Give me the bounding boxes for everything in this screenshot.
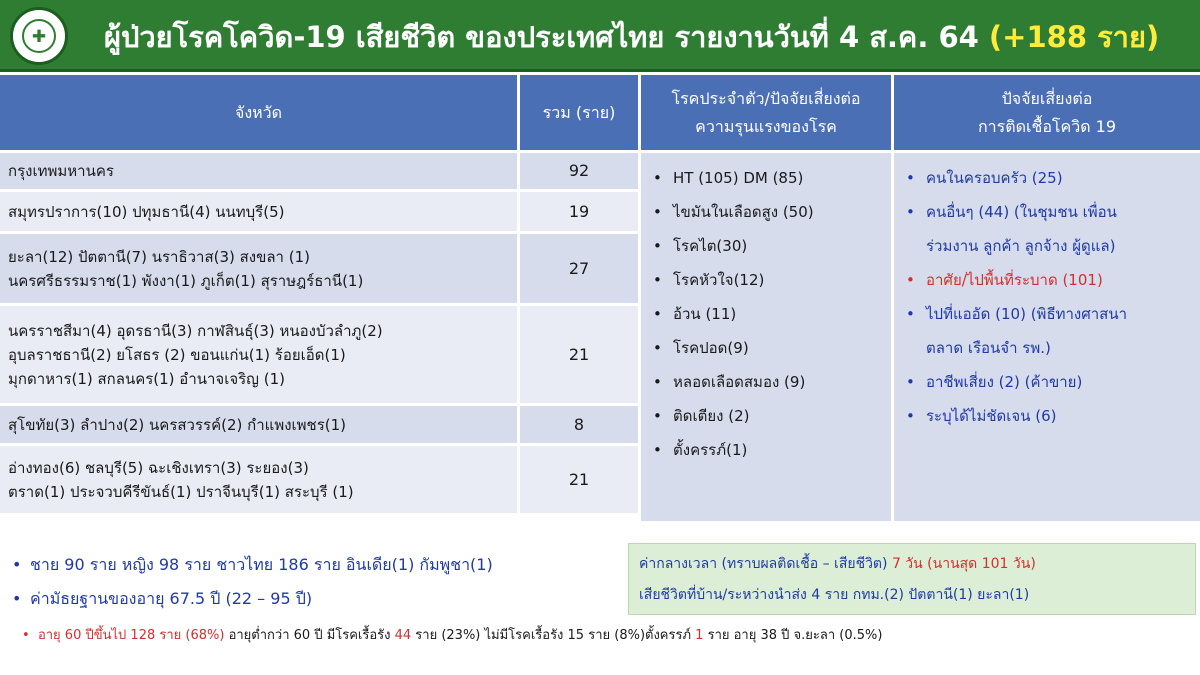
- province-line: อ่างทอง(6) ชลบุรี(5) ฉะเชิงเทรา(3) ระยอง(3): [8, 458, 309, 477]
- province-cell: [8, 319, 383, 391]
- infection-factor-text: อาชีพเสี่ยง (2) (ค้าขาย): [926, 373, 1083, 391]
- box-median-value: 7 วัน (นานสุด 101 วัน): [891, 556, 1036, 572]
- bullet-icon: •: [906, 305, 915, 323]
- title-main: ผู้ป่วยโรคโควิด-19 เสียชีวิต ของประเทศไทย รายงานวันที่ 4 ส.ค. 64: [104, 20, 989, 54]
- infection-factor-item: [906, 263, 1200, 297]
- infection-factor-text: คนในครอบครัว (25): [926, 169, 1063, 187]
- bullet-icon: •: [653, 169, 662, 187]
- header-risk-factors: [641, 75, 891, 150]
- bullet-icon: •: [906, 169, 915, 187]
- total-cell: 8: [573, 415, 585, 434]
- footer-part6: ราย อายุ 38 ปี จ.ยะลา (0.5%): [703, 628, 883, 643]
- bullet-icon: •: [653, 339, 662, 357]
- bullet-icon: •: [653, 271, 662, 289]
- province-cell: [8, 245, 363, 293]
- risk-factor-text: โรคไต(30): [673, 237, 748, 255]
- total-cell: 19: [568, 202, 590, 221]
- header-risk-line2: ความรุนแรงของโรค: [695, 117, 837, 136]
- footer-age-breakdown: [22, 624, 1192, 645]
- infection-factor-item: [906, 399, 1200, 433]
- province-line: กรุงเทพมหานคร: [8, 162, 114, 180]
- summary-gender-text: ชาย 90 ราย หญิง 98 ราย ชาวไทย 186 ราย อินเดีย(1) กัมพูชา(1): [30, 555, 493, 574]
- table-row: [0, 306, 638, 403]
- summary-line-age: [12, 582, 622, 616]
- timing-info-box: [628, 543, 1196, 615]
- header-bar: [0, 0, 1200, 72]
- risk-factor-item: [653, 263, 891, 297]
- footer-part4: ราย (23%) ไม่มีโรคเรื้อรัง 15 ราย (8%)ตั้งครรภ์: [411, 628, 696, 643]
- header-risk-line1: โรคประจำตัว/ปัจจัยเสี่ยงต่อ: [671, 89, 861, 108]
- box-median-label: ค่ากลางเวลา (ทราบผลติดเชื้อ – เสียชีวิต): [639, 556, 892, 572]
- risk-factor-text: HT (105) DM (85): [673, 169, 804, 187]
- infection-factor-text: ตลาด เรือนจำ รพ.): [926, 339, 1051, 357]
- bullet-icon: •: [12, 589, 22, 608]
- risk-factor-item: [653, 229, 891, 263]
- province-line: สุโขทัย(3) ลำปาง(2) นครสวรรค์(2) กำแพงเพชร(1): [8, 415, 347, 434]
- table-row: [0, 234, 638, 303]
- risk-factor-item: [653, 365, 891, 399]
- infection-factor-item: [906, 331, 1200, 365]
- infection-factor-text: ร่วมงาน ลูกค้า ลูกจ้าง ผู้ดูแล): [926, 237, 1116, 255]
- province-line: ตราด(1) ประจวบคีรีขันธ์(1) ปราจีนบุรี(1) สระบุรี (1): [8, 482, 354, 501]
- infection-factor-item: [906, 297, 1200, 331]
- total-cell: 21: [568, 470, 590, 489]
- risk-factor-text: โรคหัวใจ(12): [673, 271, 765, 289]
- province-line: ยะลา(12) ปัตตานี(7) นราธิวาส(3) สงขลา (1): [8, 247, 310, 266]
- province-cell: [8, 456, 354, 504]
- summary-line-gender: [12, 548, 622, 582]
- infection-factor-text: คนอื่นๆ (44) (ในชุมชน เพื่อน: [926, 203, 1117, 221]
- total-cell: 27: [568, 259, 590, 278]
- risk-factor-item: [653, 433, 891, 467]
- infection-factor-item: [906, 229, 1200, 263]
- risk-factor-item: [653, 297, 891, 331]
- header-infect-line2: การติดเชื้อโควิด 19: [977, 117, 1117, 136]
- province-line: อุบลราชธานี(2) ยโสธร (2) ขอนแก่น(1) ร้อยเอ็ด(1): [8, 345, 346, 364]
- page-title: [104, 14, 1194, 60]
- footer-part2: อายุต่ำกว่า 60 ปี มีโรคเรื้อรัง: [224, 628, 395, 643]
- footer-part3: 44: [394, 628, 412, 643]
- risk-factor-text: ไขมันในเลือดสูง (50): [673, 203, 814, 221]
- province-line: นครราชสีมา(4) อุดรธานี(3) กาฬสินธุ์(3) หนองบัวลำภู(2): [8, 321, 383, 340]
- table-row: [0, 446, 638, 513]
- infection-factor-text: อาศัย/ไปพื้นที่ระบาด (101): [926, 271, 1103, 289]
- risk-factor-text: ตั้งครรภ์(1): [673, 441, 748, 459]
- bullet-icon: •: [653, 407, 662, 425]
- infection-factor-list: [906, 161, 1200, 433]
- bullet-icon: •: [906, 271, 915, 289]
- bullet-icon: •: [653, 373, 662, 391]
- title-count-highlight: (+188 ราย): [988, 20, 1160, 54]
- infection-factor-text: ระบุได้ไม่ชัดเจน (6): [926, 407, 1057, 425]
- box-line-median-time: [639, 549, 1185, 580]
- table-row: [0, 192, 638, 231]
- bullet-icon: •: [653, 441, 662, 459]
- header-infection-factors: [894, 75, 1200, 150]
- bullet-icon: •: [653, 305, 662, 323]
- header-total: รวม (ราย): [520, 75, 638, 150]
- bullet-icon: •: [906, 407, 915, 425]
- province-cell: [8, 200, 284, 224]
- risk-factor-text: โรคปอด(9): [673, 339, 749, 357]
- footer-part1: อายุ 60 ปีขึ้นไป 128 ราย (68%): [37, 628, 225, 643]
- province-line: มุกดาหาร(1) สกลนคร(1) อำนาจเจริญ (1): [8, 369, 285, 388]
- infection-factor-item: [906, 161, 1200, 195]
- total-cell: 21: [568, 345, 590, 364]
- table-row: [0, 153, 638, 189]
- risk-factor-text: หลอดเลือดสมอง (9): [673, 373, 806, 391]
- risk-factor-column: [641, 153, 891, 521]
- infection-factor-item: [906, 365, 1200, 399]
- bullet-icon: •: [22, 628, 38, 643]
- risk-factor-item: [653, 195, 891, 229]
- bullet-icon: •: [653, 203, 662, 221]
- province-cell: [8, 159, 114, 183]
- summary-block: [12, 548, 622, 616]
- risk-factor-item: [653, 399, 891, 433]
- bullet-icon: •: [653, 237, 662, 255]
- ministry-logo-icon: ✚: [10, 7, 68, 65]
- province-cell: [8, 413, 346, 437]
- province-line: นครศรีธรรมราช(1) พังงา(1) ภูเก็ต(1) สุราษฎร์ธานี(1): [8, 271, 364, 290]
- risk-factor-item: [653, 331, 891, 365]
- deaths-table: [0, 75, 1200, 521]
- province-line: สมุทรปราการ(10) ปทุมธานี(4) นนทบุรี(5): [8, 202, 285, 221]
- bullet-icon: •: [12, 555, 22, 574]
- table-row: [0, 406, 638, 443]
- header-province: จังหวัด: [0, 75, 517, 150]
- infection-factor-column: [894, 153, 1200, 521]
- risk-factor-list: [653, 161, 891, 467]
- header-infect-line1: ปัจจัยเสี่ยงต่อ: [1001, 89, 1093, 108]
- risk-factor-text: อ้วน (11): [673, 305, 737, 323]
- infection-factor-item: [906, 195, 1200, 229]
- footer-part5: 1: [695, 628, 704, 643]
- box-line-home-deaths: เสียชีวิตที่บ้าน/ระหว่างนำส่ง 4 ราย กทม.(2) ปัตตานี(1) ยะลา(1): [639, 587, 1030, 603]
- bullet-icon: •: [906, 203, 915, 221]
- risk-factor-text: ติดเตียง (2): [673, 407, 750, 425]
- summary-age-text: ค่ามัธยฐานของอายุ 67.5 ปี (22 – 95 ปี): [30, 589, 313, 608]
- risk-factor-item: [653, 161, 891, 195]
- infection-factor-text: ไปที่แออัด (10) (พิธีทางศาสนา: [926, 305, 1128, 323]
- bullet-icon: •: [906, 373, 915, 391]
- total-cell: 92: [568, 161, 590, 180]
